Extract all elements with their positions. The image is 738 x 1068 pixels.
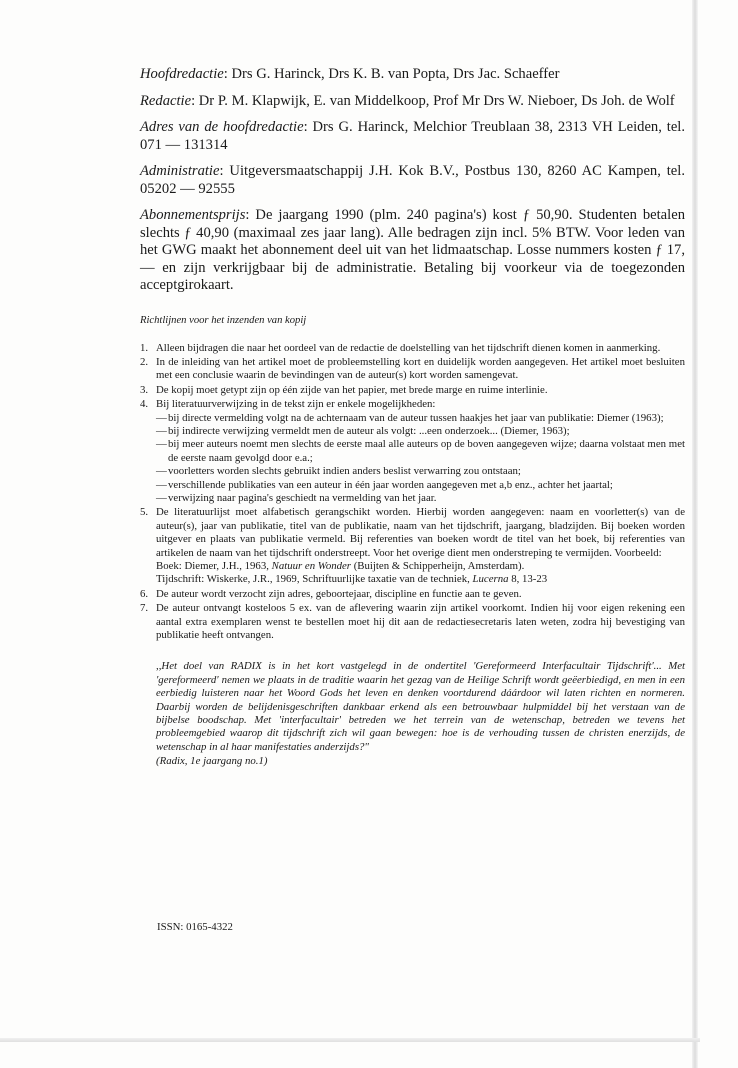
guideline-item: 4. Bij literatuurverwijzing in de tekst zijn er enkele mogelijkheden: — bij directe vermelding volgt na de achternaam van de auteur tussen haakjes het jaar van publikatie: Diemer (1963); — bij indirecte verwijzing vermeldt men de auteur als volgt: ...een onderzoek... (Diemer, 1963); — bij meer auteurs noemt men slechts de eerste maal alle auteurs op de boven aangegeven wijze; daarna volstaat men met de eerste naam gevolgd door e.a.; — voorletters worden slechts gebruikt indien anders beslist verwarring zou ontstaan; — verschillende publikaties van een auteur in één jaar worden aangegeven met a,b enz., achter het jaartal; — verwijzing naar pagina's geschiedt na vermelding van het jaar. — [140, 398, 685, 504]
citation-option: — voorletters worden slechts gebruikt indien anders beslist verwarring zou ontstaan; — [156, 465, 521, 478]
radix-quote — [156, 660, 685, 768]
guideline-item: 2. In de inleiding van het artikel moet de probleemstelling kort en duidelijk worden aangegeven. Het artikel moet besluiten met een conclusie waarin de bevindingen van de auteur(s) kort worden samengevat. — [140, 355, 685, 382]
masthead-abonnementsprijs: Abonnementsprijs: De jaargang 1990 (plm. 240 pagina's) kost ƒ 50,90. Studenten betalen slechts ƒ 40,90 (maximaal zes jaar lang). Alle bedragen zijn incl. 5% BTW. Voor leden van het GWG maakt het abonnement deel uit van het lidmaatschap. Losse nummers kosten ƒ 17,— en zijn verkrijgbaar bij de administratie. Betaling bij voorkeur via de toegezonden acceptgirokaart. — [140, 207, 685, 293]
example-journal: Tijdschrift: Wiskerke, J.R., 1969, Schriftuurlijke taxatie van de techniek, Lucerna 8, 13-23 — [156, 573, 548, 586]
masthead-redactie: Redactie: Dr P. M. Klapwijk, E. van Middelkoop, Prof Mr Drs W. Nieboer, Ds Joh. de Wolf — [140, 92, 675, 109]
quote-text: ,,Het doel van RADIX is in het kort vastgelegd in de ondertitel 'Gereformeerd Interfacultair Tijdschrift'... Met 'gereformeerd' nemen we plaats in de traditie waarin het gezag van de Heilige Schrift wordt geëerbiedigd, en men in een eerbiedig luisteren naar het Woord Gods het leven en denken voortdurend dáárdoor wil laten richten en normeren. Daarbij worden de belijdenisgeschriften dankbaar erkend als een betrouwbaar hulpmiddel bij het verstaan van de bijbelse boodschap. Met 'interfacultair' betreden we het terrein van de wetenschap, betreden we tevens het probleemgebied waarop dit tijdschrift zich wil gaan bewegen: hoe is de verhouding tussen de christen enerzijds, de wetenschap in al haar manifestaties anderzijds?" — [156, 660, 685, 753]
example-book: Boek: Diemer, J.H., 1963, Natuur en Wonder (Buijten & Schipperheijn, Amsterdam). — [156, 560, 525, 572]
guidelines-heading: Richtlijnen voor het inzenden van kopij — [140, 314, 307, 326]
quote-source: (Radix, 1e jaargang no.1) — [156, 755, 268, 768]
masthead-administratie: Administratie: Uitgeversmaatschappij J.H. Kok B.V., Postbus 130, 8260 AC Kampen, tel. 05202 — 92555 — [140, 163, 685, 197]
citation-option: — verwijzing naar pagina's geschiedt na vermelding van het jaar. — [156, 491, 437, 504]
citation-option: — bij indirecte verwijzing vermeldt men de auteur als volgt: ...een onderzoek... (Diemer, 1963); — [156, 424, 570, 437]
citation-option: — verschillende publikaties van een auteur in één jaar worden aangegeven met a,b enz., achter het jaartal; — [156, 478, 613, 491]
guideline-item: 1. Alleen bijdragen die naar het oordeel van de redactie de doelstelling van het tijdschrift dienen komen in aanmerking. — [140, 341, 661, 354]
citation-option: — bij meer auteurs noemt men slechts de eerste maal alle auteurs op de boven aangegeven wijze; daarna volstaat men met de eerste naam gevolgd door e.a.; — [156, 438, 685, 464]
issn-number: ISSN: 0165-4322 — [157, 921, 233, 933]
guideline-item: 3. De kopij moet getypt zijn op één zijde van het papier, met brede marge en ruime interlinie. — [140, 383, 548, 396]
guideline-item: 6. De auteur wordt verzocht zijn adres, geboortejaar, discipline en functie aan te geven. — [140, 587, 522, 600]
guideline-item: 7. De auteur ontvangt kosteloos 5 ex. van de aflevering waarin zijn artikel voorkomt. Indien hij voor eigen rekening een aantal extra exemplaren wenst te bestellen moet hij dit aan de redactiesecretaris laten weten, zodra hij bevestiging van publikatie heeft ontvangen. — [140, 602, 685, 642]
masthead — [140, 66, 685, 295]
masthead-hoofdredactie: Hoofdredactie: Drs G. Harinck, Drs K. B. van Popta, Drs Jac. Schaeffer — [140, 66, 560, 82]
citation-option: — bij directe vermelding volgt na de achternaam van de auteur tussen haakjes het jaar van publikatie: Diemer (1963); — [156, 411, 664, 424]
masthead-adres: Adres van de hoofdredactie: Drs G. Harinck, Melchior Treublaan 38, 2313 VH Leiden, tel. 071 — 131314 — [140, 119, 685, 153]
page-bottom-edge — [0, 1038, 700, 1042]
guidelines-list — [140, 342, 685, 643]
page-content — [140, 66, 685, 769]
guideline-item: 5. De literatuurlijst moet alfabetisch gerangschikt worden. Hierbij worden aangegeven: naam en voorletter(s) van de auteur(s), jaar van publikatie, titel van de publikatie, naam van het tijdschrift, jaargang, bladzijden. Bij boeken worden uitgever en plaats van publikatie vermeld. Bij referenties van boeken wordt de titel van het boek, bij referenties van artikelen de naam van het tijdschrift onderstreept. Voor het overige dient men onderstreping te vermijden. Voorbeeld: Boek: Diemer, J.H., 1963, Natuur en Wonder (Buijten & Schipperheijn, Amsterdam). Tijdschrift: Wiskerke, J.R., 1969, Schriftuurlijke taxatie van de techniek, Lucerna 8, 13-23 — [140, 506, 685, 586]
page-edge-shadow — [692, 0, 698, 1068]
